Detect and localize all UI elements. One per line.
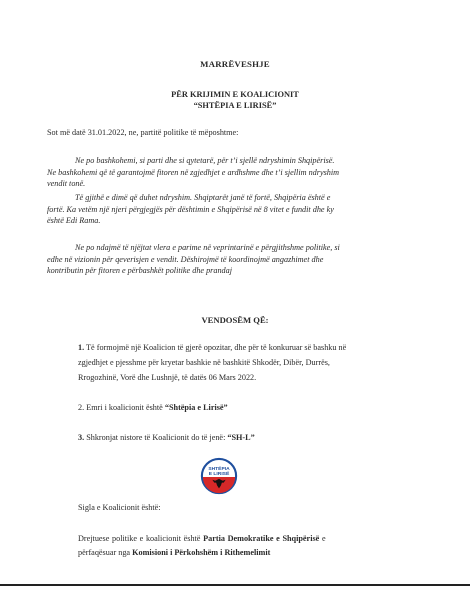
decision-item-3 [78,430,438,445]
paragraph-2 [47,192,437,227]
coalition-name: “Shtëpia e Lirisë” [164,403,228,412]
lead-party: Partia Demokratike e Shqipërisë [203,534,320,543]
paragraph-1-line: Ne bashkohemi që të garantojmë fitoren në zgjedhjet e ardhshme dhe t’i sjellim ndryshim [47,167,340,177]
document-subtitle-line1: PËR KRIJIMIN E KOALICIONIT [171,90,299,99]
paragraph-3 [47,242,437,277]
lead-suffix: e [321,534,326,543]
item-1-line: Rrogozhinë, Vorë dhe Lushnjë, të datës 06 Mars 2022. [78,373,257,382]
paragraph-2-line: fortë. Ka vetëm një njeri përgjegjës për dështimin e Shqipërisë në 8 vitet e fundit dhe ky [47,204,334,214]
paragraph-3-line: edhe në vizionin për qeverisjen e vendit. Dëshirojmë të koordinojmë angazhimet dhe [47,254,324,264]
page-bottom-rule [0,584,470,586]
document-title: MARRËVESHJE [200,59,270,69]
lead-commission: Komisioni i Përkohshëm i Rithemelimit [132,548,271,557]
item-2-text: Emri i koalicionit është [86,403,163,412]
logo-caption: Sigla e Koalicionit është: [78,503,161,512]
logo-line1: SHTËPIA [208,466,230,472]
item-3-text: Shkronjat nistore të Koalicionit do të jenë: [86,433,226,442]
coalition-initials: “SH-L” [227,433,255,442]
item-1-line: Të formojmë një Koalicion të gjerë opozitar, dhe për të konkuruar së bashku në [86,343,347,352]
decision-item-2 [78,400,438,415]
coalition-logo [200,457,238,495]
decision-heading: VENDOSËM QË: [201,315,269,325]
paragraph-1 [47,155,437,190]
document-subtitle-line2: “SHTËPIA E LIRISË” [193,101,277,110]
item-number: 1. [78,343,85,352]
paragraph-2-line: është Edi Rama. [47,216,101,226]
paragraph-3-line: kontributin për fitoren e përbashkët politike dhe prandaj [47,266,233,276]
item-1-line: zgjedhjet e pjesshme për kryetar bashkie në bashkitë Shkodër, Dibër, Durrës, [78,358,330,367]
logo-line2: E LIRISË [208,472,230,478]
item-number: 2. [78,403,85,412]
paragraph-1-line: Ne po bashkohemi, si parti dhe si qytetarë, për t’i sjellë ndryshimin Shqipërisë. [75,156,335,165]
decision-item-1 [78,340,438,385]
lead-line2-text: përfaqësuar nga [78,548,131,557]
political-lead-statement [78,532,438,560]
paragraph-3-line: Ne po ndajmë të njëjtat vlera e parime në veprintarinë e përgjithshme politike, si [75,243,340,252]
item-number: 3. [78,433,85,442]
intro-text: Sot më datë 31.01.2022, ne, partitë politike të mëposhtme: [47,128,239,137]
lead-text: Drejtuese politike e koalicionit është [78,534,201,543]
paragraph-1-line: vendit tonë. [47,179,86,189]
paragraph-2-line: Të gjithë e dimë që duhet ndryshim. Shqiptarët janë të fortë, Shqipëria është e [75,193,331,202]
